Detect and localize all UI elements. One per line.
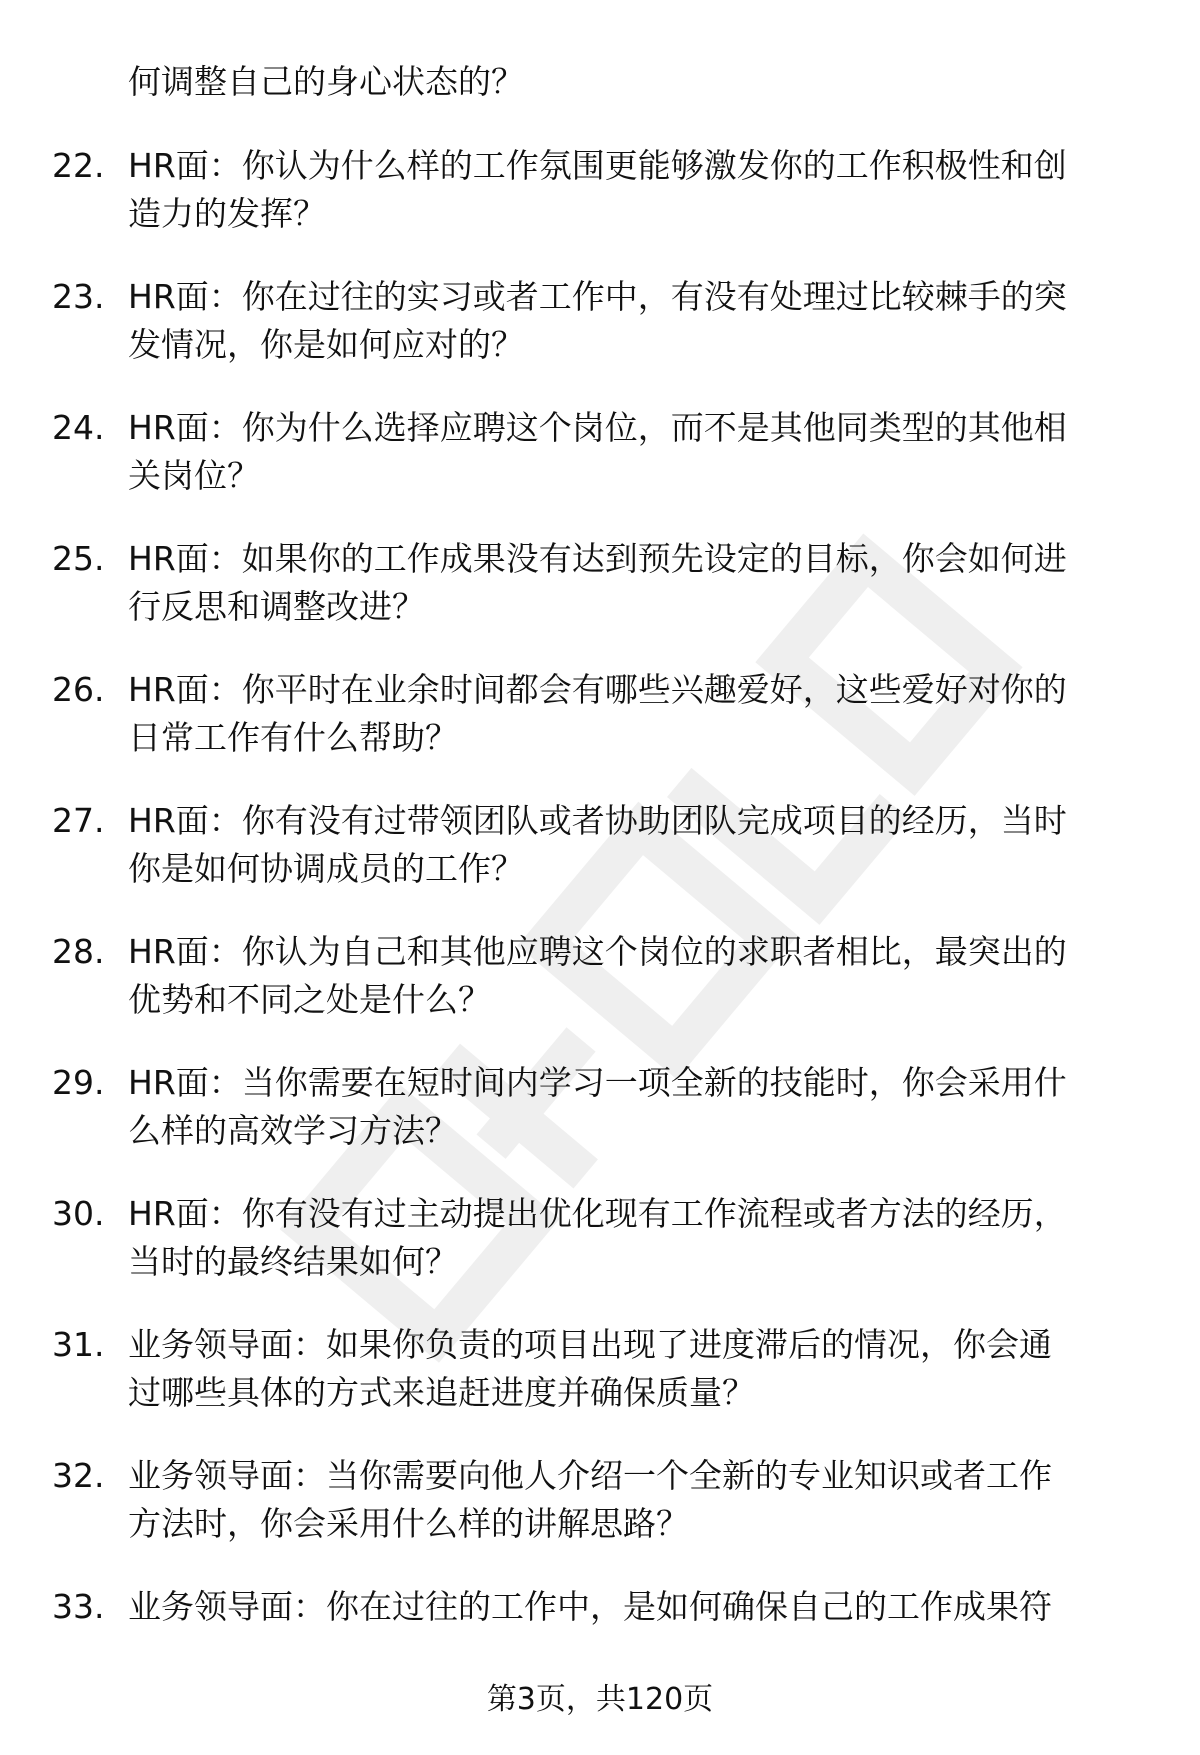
question-text-line: HR面：当你需要在短时间内学习一项全新的技能时，你会采用什 (128, 1063, 1067, 1102)
question-text-line: 过哪些具体的方式来追赶进度并确保质量？ (128, 1373, 755, 1412)
question-text (128, 142, 1168, 238)
question-item (0, 1059, 1200, 1190)
question-number: 22. (52, 146, 105, 185)
question-text (128, 928, 1168, 1024)
question-text (128, 1452, 1168, 1548)
question-text-line: HR面：你在过往的实习或者工作中，有没有处理过比较棘手的突 (128, 277, 1067, 316)
question-list (0, 142, 1200, 1714)
question-item (0, 666, 1200, 797)
question-text (128, 273, 1168, 369)
question-item (0, 1452, 1200, 1583)
question-text-line: HR面：你为什么选择应聘这个岗位，而不是其他同类型的其他相 (128, 408, 1067, 447)
question-text-line: HR面：你有没有过带领团队或者协助团队完成项目的经历，当时 (128, 801, 1067, 840)
question-text-line: 业务领导面：如果你负责的项目出现了进度滞后的情况，你会通 (128, 1325, 1052, 1364)
question-text-line: 方法时，你会采用什么样的讲解思路？ (128, 1504, 689, 1543)
question-text-line: HR面：如果你的工作成果没有达到预先设定的目标，你会如何进 (128, 539, 1067, 578)
question-text-line: 你是如何协调成员的工作？ (128, 849, 524, 888)
question-text-line: 日常工作有什么帮助？ (128, 718, 458, 757)
question-text-line: 业务领导面：当你需要向他人介绍一个全新的专业知识或者工作 (128, 1456, 1052, 1495)
question-text-line: 么样的高效学习方法？ (128, 1111, 458, 1150)
question-text-line: 优势和不同之处是什么？ (128, 980, 491, 1019)
question-number: 33. (52, 1587, 105, 1626)
question-item (0, 1190, 1200, 1321)
question-item (0, 1321, 1200, 1452)
question-number: 23. (52, 277, 105, 316)
question-item (0, 404, 1200, 535)
question-text-line: 发情况，你是如何应对的？ (128, 325, 524, 364)
question-text-line: 当时的最终结果如何？ (128, 1242, 458, 1281)
question-text-line: 行反思和调整改进？ (128, 587, 425, 626)
question-number: 27. (52, 801, 105, 840)
page-number-footer: 第3页，共120页 (486, 1682, 714, 1717)
question-text-line: HR面：你有没有过主动提出优化现有工作流程或者方法的经历， (128, 1194, 1067, 1233)
question-text-line: HR面：你认为什么样的工作氛围更能够激发你的工作积极性和创 (128, 146, 1067, 185)
question-text-line: HR面：你平时在业余时间都会有哪些兴趣爱好，这些爱好对你的 (128, 670, 1067, 709)
question-number: 24. (52, 408, 105, 447)
question-text-line: HR面：你认为自己和其他应聘这个岗位的求职者相比，最突出的 (128, 932, 1067, 971)
question-text-line: 关岗位？ (128, 456, 260, 495)
question-text (128, 404, 1168, 500)
question-number: 28. (52, 932, 105, 971)
question-item (0, 928, 1200, 1059)
question-text (128, 535, 1168, 631)
question-text-line: 造力的发挥？ (128, 194, 326, 233)
question-text (128, 1059, 1168, 1155)
question-item (0, 797, 1200, 928)
question-text (128, 666, 1168, 762)
question-number: 29. (52, 1063, 105, 1102)
question-item (0, 273, 1200, 404)
question-number: 32. (52, 1456, 105, 1495)
question-number: 30. (52, 1194, 105, 1233)
question-text (128, 1321, 1168, 1417)
question-text (128, 1583, 1168, 1631)
continued-question-text: 何调整自己的身心状态的？ (128, 62, 524, 101)
question-text (128, 797, 1168, 893)
question-number: 31. (52, 1325, 105, 1364)
question-item (0, 142, 1200, 273)
question-number: 25. (52, 539, 105, 578)
question-text (128, 1190, 1168, 1286)
question-number: 26. (52, 670, 105, 709)
question-item (0, 535, 1200, 666)
question-text-line: 业务领导面：你在过往的工作中，是如何确保自己的工作成果符 (128, 1587, 1052, 1626)
